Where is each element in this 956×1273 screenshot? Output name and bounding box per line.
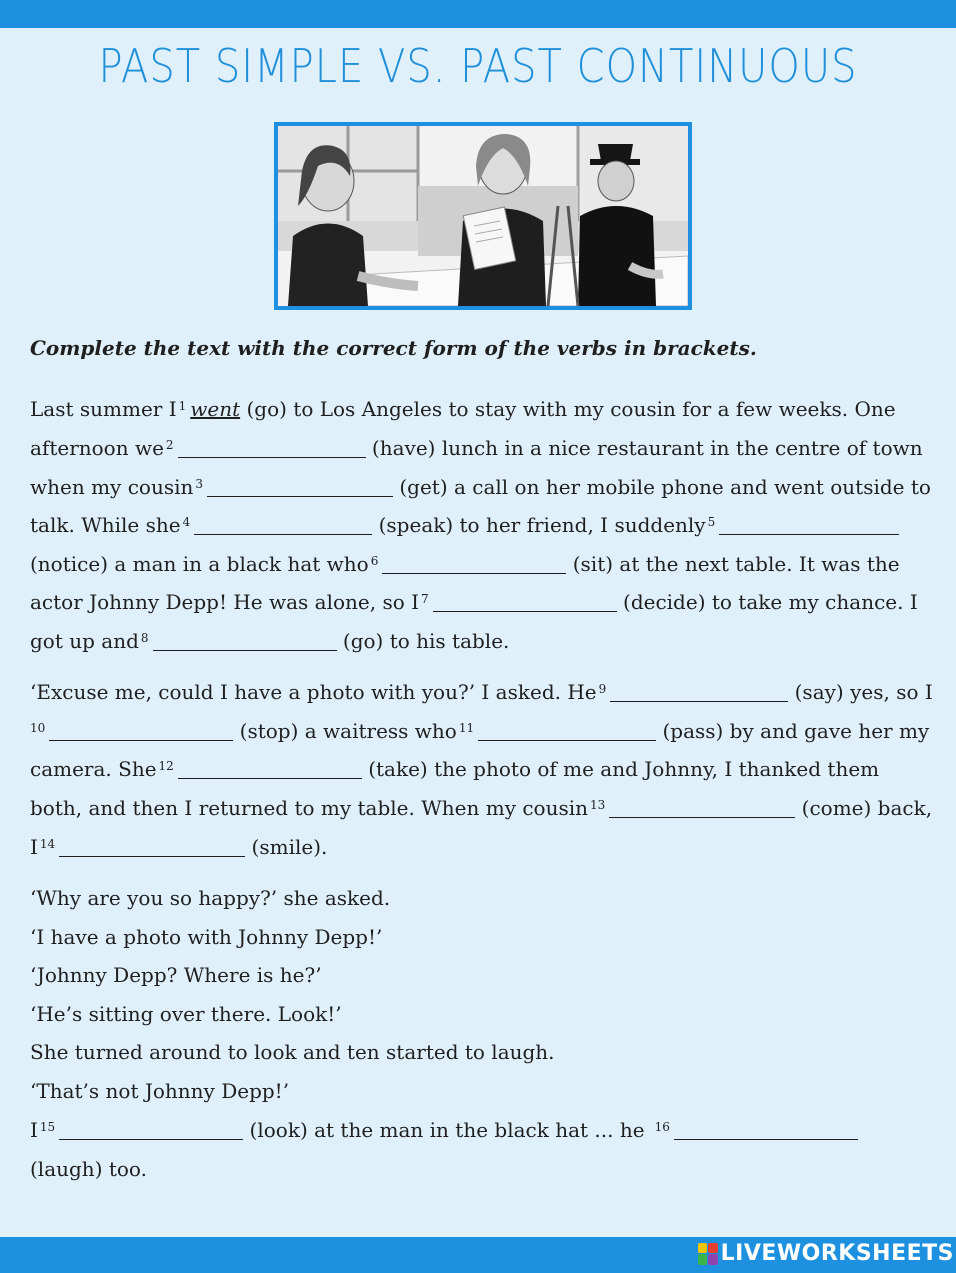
text: (get) a call on her mobile phone and went outside to: [399, 475, 931, 499]
answer-blank-16[interactable]: [674, 1121, 858, 1140]
text: (go) to his table.: [342, 629, 510, 653]
brand-name: LIVEWORKSHEETS: [720, 1241, 954, 1266]
example-answer: went: [190, 397, 241, 421]
text: (sit) at the next table. It was the: [572, 552, 900, 576]
answer-blank-5[interactable]: [719, 516, 899, 535]
text-line-14: (laugh) too.: [30, 1157, 147, 1181]
answer-blank-10[interactable]: [49, 722, 233, 741]
text: (smile).: [251, 835, 328, 859]
text: (speak) to her friend, I suddenly: [378, 513, 706, 537]
text: I: [30, 1118, 38, 1142]
text: (pass) by and gave her my: [662, 719, 930, 743]
answer-blank-15[interactable]: [59, 1121, 243, 1140]
dialogue-line-1: ‘Why are you so happy?’ she asked.: [30, 886, 391, 910]
text: (look) at the man in the black hat ... he: [249, 1118, 645, 1142]
text: (come) back,: [801, 796, 933, 820]
dialogue-line-4: ‘He’s sitting over there. Look!’: [30, 1002, 342, 1026]
liveworksheets-logo-icon: [698, 1243, 718, 1265]
text: (notice) a man in a black hat who: [30, 552, 369, 576]
question-number-10: 10: [30, 721, 46, 735]
question-number-11: 11: [458, 721, 475, 735]
text: camera. She: [30, 757, 157, 781]
answer-blank-3[interactable]: [207, 478, 393, 497]
text: (take) the photo of me and Johnny, I thanked them: [368, 757, 880, 781]
text-line-10: [30, 757, 879, 781]
text-line-1: [30, 397, 896, 421]
text: talk. While she: [30, 513, 181, 537]
dialogue-line-3: ‘Johnny Depp? Where is he?’: [30, 963, 322, 987]
text-line-5: [30, 552, 900, 576]
answer-blank-13[interactable]: [609, 799, 795, 818]
text-line-9: [30, 719, 929, 743]
text-line-13: [30, 1118, 858, 1142]
question-number-1: 1: [178, 399, 187, 413]
liveworksheets-brand[interactable]: [698, 1241, 954, 1266]
answer-blank-9[interactable]: [610, 683, 788, 702]
question-number-9: 9: [598, 682, 607, 696]
text: (say) yes, so I: [794, 680, 933, 704]
answer-blank-12[interactable]: [178, 760, 362, 779]
answer-blank-7[interactable]: [433, 593, 617, 612]
dialogue-line-5: She turned around to look and ten started to laugh.: [30, 1040, 555, 1064]
text: when my cousin: [30, 475, 194, 499]
answer-blank-8[interactable]: [153, 632, 337, 651]
text: both, and then I returned to my table. When my cousin: [30, 796, 589, 820]
text-line-3: [30, 475, 931, 499]
question-number-8: 8: [140, 631, 149, 645]
answer-blank-11[interactable]: [478, 722, 656, 741]
text: ‘Excuse me, could I have a photo with you?’ I asked. He: [30, 680, 597, 704]
dialogue-line-2: ‘I have a photo with Johnny Depp!’: [30, 925, 383, 949]
text-line-12: [30, 835, 327, 859]
question-number-15: 15: [39, 1120, 56, 1134]
text: (have) lunch in a nice restaurant in the centre of town: [371, 436, 923, 460]
question-number-6: 6: [370, 554, 379, 568]
text: (go) to Los Angeles to stay with my cousin for a few weeks. One: [246, 397, 896, 421]
question-number-14: 14: [39, 837, 56, 851]
question-number-2: 2: [165, 438, 174, 452]
question-number-4: 4: [182, 515, 191, 529]
text-line-6: [30, 590, 918, 614]
restaurant-illustration: [274, 122, 692, 310]
text-line-11: [30, 796, 932, 820]
text: afternoon we: [30, 436, 164, 460]
text-line-7: [30, 629, 509, 653]
answer-blank-4[interactable]: [194, 516, 372, 535]
text: I: [30, 835, 38, 859]
answer-blank-2[interactable]: [178, 439, 366, 458]
instruction: Complete the text with the correct form of the verbs in brackets.: [30, 336, 757, 360]
text: (decide) to take my chance. I: [623, 590, 918, 614]
answer-blank-6[interactable]: [382, 555, 566, 574]
question-number-3: 3: [195, 477, 203, 491]
answer-blank-14[interactable]: [59, 838, 245, 857]
text: (stop) a waitress who: [239, 719, 457, 743]
text-line-4: [30, 513, 899, 537]
text: Last summer I: [30, 397, 177, 421]
text-line-8: [30, 680, 933, 704]
page-title: PAST SIMPLE VS. PAST CONTINUOUS: [98, 40, 858, 94]
dialogue-line-6: ‘That’s not Johnny Depp!’: [30, 1079, 290, 1103]
text: actor Johnny Depp! He was alone, so I: [30, 590, 420, 614]
question-number-5: 5: [707, 515, 716, 529]
question-number-7: 7: [421, 592, 429, 606]
question-number-16: 16: [654, 1120, 670, 1134]
text: got up and: [30, 629, 139, 653]
text-line-2: [30, 436, 923, 460]
question-number-13: 13: [590, 798, 606, 812]
top-bar: [0, 0, 956, 28]
question-number-12: 12: [158, 759, 174, 773]
